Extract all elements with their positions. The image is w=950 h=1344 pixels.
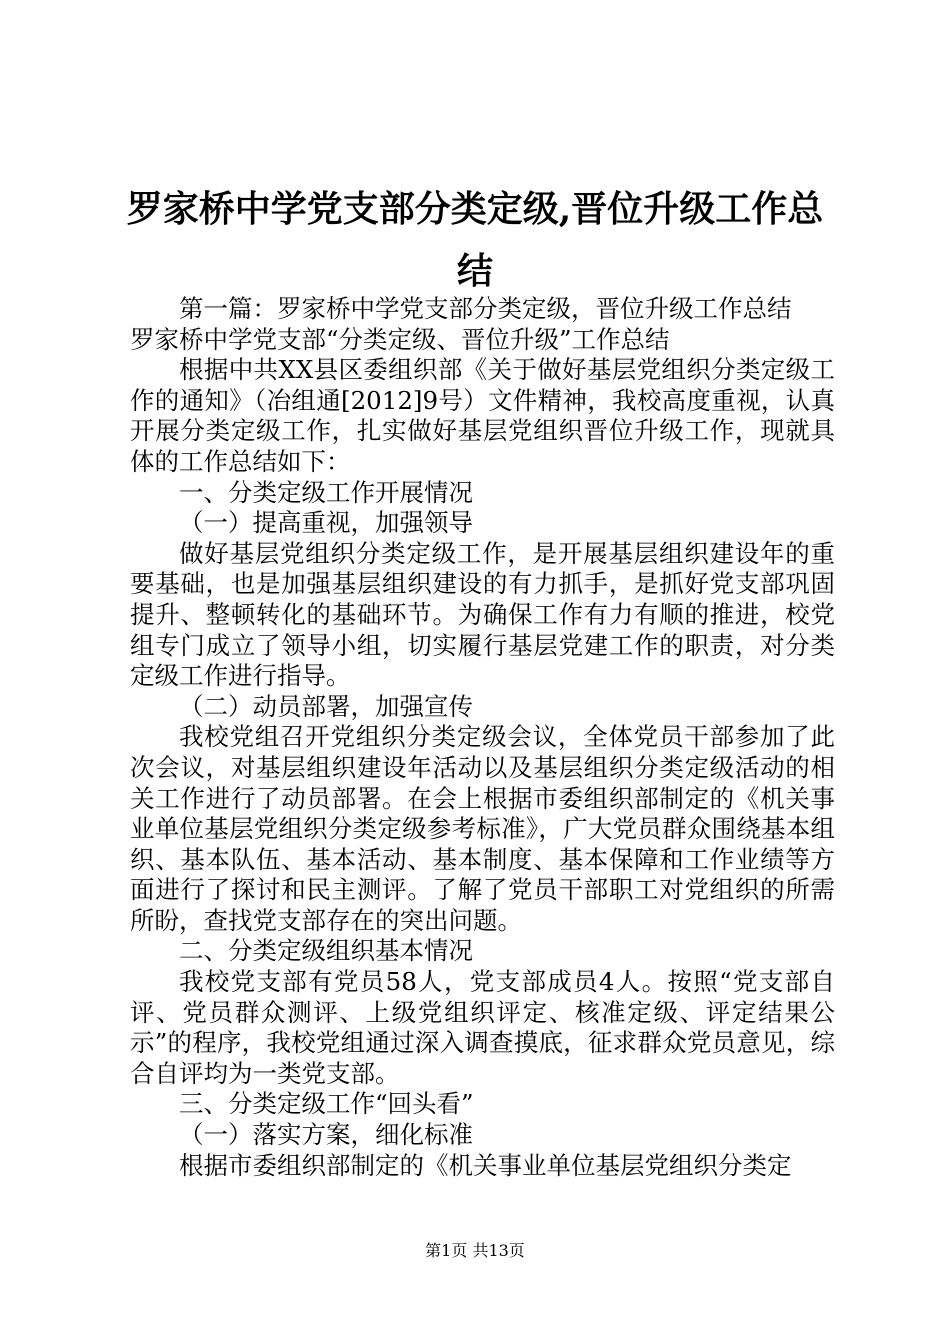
section-heading-1: 一、分类定级工作开展情况 <box>179 477 473 507</box>
page-footer: 第1页 共13页 <box>425 1241 525 1260</box>
subsection-heading-3-1: （一）落实方案，细化标准 <box>179 1120 473 1150</box>
section-heading-2: 二、分类定级组织基本情况 <box>179 936 473 966</box>
document-title: 罗家桥中学党支部分类定级,晋位升级工作总结 <box>126 188 824 292</box>
paragraph-leadership: 做好基层党组织分类定级工作，是开展基层组织建设年的重要基础，也是加强基层组织建设的有力抓手，是抓好党支部巩固提升、整顿转化的基础环节。为确保工作有力有顺的推进，校党组专门成立了领导小组，切实履行基层党建工作的职责，对分类定级工作进行指导。 <box>130 538 835 691</box>
paragraph-part-heading: 第一篇：罗家桥中学党支部分类定级，晋位升级工作总结 <box>179 294 792 323</box>
subsection-heading-1-2: （二）动员部署，加强宣传 <box>179 691 473 721</box>
document-body <box>130 294 835 1181</box>
paragraph-intro: 根据中共XX县区委组织部《关于做好基层党组织分类定级工作的通知》（冶组通[2012]9号）文件精神，我校高度重视，认真开展分类定级工作，扎实做好基层党组织晋位升级工作，现就具体的工作总结如下： <box>130 355 835 476</box>
paragraph-summary-title: 罗家桥中学党支部“分类定级、晋位升级”工作总结 <box>130 324 670 354</box>
paragraph-basic-situation: 我校党支部有党员58人，党支部成员4人。按照“党支部自评、党员群众测评、上级党组织评定、核准定级、评定结果公示”的程序，我校党组通过深入调查摸底，征求群众党员意见，综合自评均为一类党支部。 <box>130 967 835 1088</box>
paragraph-standards: 根据市委组织部制定的《机关事业单位基层党组织分类定 <box>179 1150 792 1180</box>
section-heading-3: 三、分类定级工作“回头看” <box>179 1089 474 1119</box>
subsection-heading-1-1: （一）提高重视，加强领导 <box>179 508 473 538</box>
paragraph-mobilization: 我校党组召开党组织分类定级会议，全体党员干部参加了此次会议，对基层组织建设年活动以及基层组织分类定级活动的相关工作进行了动员部署。在会上根据市委组织部制定的《机关事业单位基层党组织分类定级参考标准》，广大党员群众围绕基本组织、基本队伍、基本活动、基本制度、基本保障和工作业绩等方面进行了探讨和民主测评。了解了党员干部职工对党组织的所需所盼，查找党支部存在的突出问题。 <box>130 722 835 935</box>
